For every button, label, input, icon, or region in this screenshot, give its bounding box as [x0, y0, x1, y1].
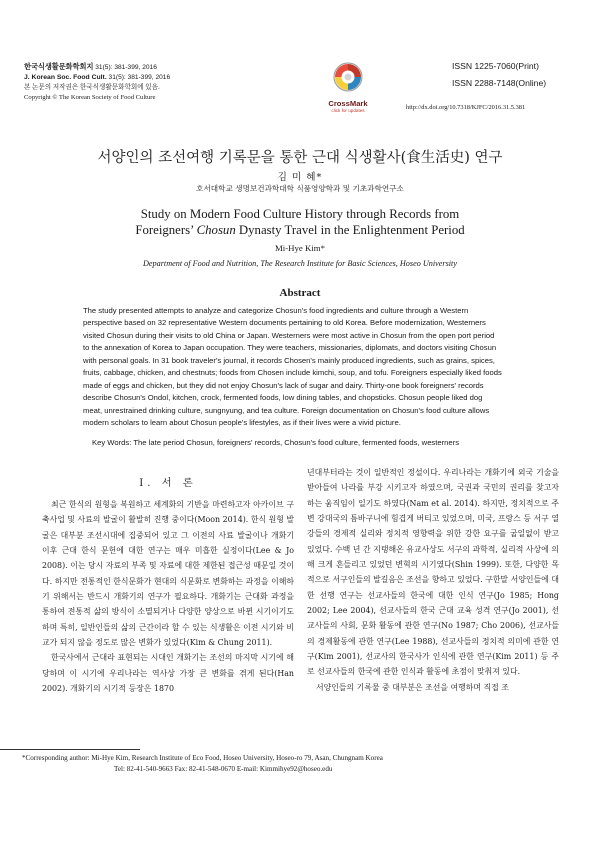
abstract-line: describe Chosun's Ondol, kitchen, crock, fermented foods, low dining tables, and chopsticks. Chosun people liked dog — [83, 393, 483, 403]
abstract-line: made of eggs and chicken, but they did not enjoy Chosun's lack of sugar and dairy. Thirty-one book foreigners' records — [83, 380, 484, 390]
abstract-line: with personal goals. In 31 book traveler's journal, it records Chosen's mainly produced ingredients, such as grains, spices, — [83, 355, 495, 365]
corresponding-author-footnote — [22, 753, 383, 775]
english-title — [0, 207, 600, 238]
abstract-line: meat, unrestrained drinking culture, sungnyung, and tea culture. Foreign documentation on Chosun's food culture allows — [83, 405, 490, 415]
journal-en-cite: 31(5): 381-399, 2016 — [106, 74, 171, 81]
english-author: Mi-Hye Kim* — [274, 243, 326, 253]
body-column-right — [307, 465, 559, 695]
issn-print: ISSN 1225-7060(Print) — [452, 61, 539, 71]
journal-header — [24, 62, 170, 103]
body-paragraph: 최근 한식의 원형을 복원하고 세계화의 기반을 마련하고자 아카이브 구축사업 및 사료의 발굴이 활발히 진행 중이다(Moon 2014). 한식 원형 발굴은 대부분 조선시대에 집중되어 있고 그 이전의 사료 발굴이나 개화기 이후 근대 한식 문헌에 대한 연구는 매우 미흡한 실정이다(Lee & Jo 2008). 이는 당시 자료의 부족 및 자료에 대한 제한된 접근성 때문일 것이다. 하지만 전통적인 한식문화가 현대의 식문화로 변화하는 과정을 이해하기 위해서는 반드시 개화기의 연구가 필요하다. 개화기는 근대화 과정을 통하여 전통적 삶의 방식이 소멸되거나 다양한 양상으로 바뀐 시기이기도 하며 특히, 일반인들의 삶의 근간이라 할 수 있는 식생활은 이전 시기와 비교가 되지 않을 정도로 많은 변화가 있었다(Kim & Chung 2011). — [42, 500, 294, 648]
copyright-line: Copyright © The Korean Society of Food Culture — [24, 94, 156, 101]
abstract-line: The study presented attempts to analyze and categorize Chosun's food ingredients and culture through a Western — [83, 306, 469, 315]
keywords-list: The late period Chosun, foreigners' records, Chosun's food culture, fermented foods, westerners — [131, 438, 460, 447]
body-paragraph: 한국사에서 근대라 표현되는 시대인 개화기는 조선의 마지막 시기에 해당하며 이 시기에 우리나라는 역사상 가장 큰 변화를 겪게 된다(Han 2002). 개화기의 시기적 등장은 1870 — [42, 653, 294, 694]
english-title-line2 — [0, 223, 600, 239]
abstract-line: fruits, cabbage, chicken, and chestnuts; foods from Chosen include kimchi, soup, and tofu. Foreigners especially liked foods — [83, 368, 502, 378]
body-paragraph: 년대부터라는 것이 일반적인 정설이다. 우리나라는 개화기에 외국 기술을 받아들여 나라를 부강 시키고자 하였으며, 국권과 국민의 권리를 찾고자 하는 움직임이 일기도 하였다(Nam et al. 2014). 하지만, 정치적으로 주변 강대국의 틈바구니에 힘겹게 버티고 있었으며, 미국, 프랑스 등 서구 열강들의 경제적 실리와 정치적 영향력을 위한 강한 요구를 굽일없이 받고 있었다. 수백 년 간 지탱해온 유교사상도 서구의 과학적, 실리적 사상에 의해 크게 흔들리고 있었던 변혁의 시기였다(Shin 1999). 또한, 다양한 목적으로 서구인들의 발길음은 조선을 향하고 있었다. 구한말 서양인들에 대한 선행 연구는 선교사들의 한국에 대한 인식 연구(Jo 1985; Hong 2002; Lee 2004), 선교사들의 한국 근대 교육 성격 연구(Jo 2001), 선교사들의 사회, 문화 활동에 관한 연구(No 1987; Cho 2006), 선교사들의 경제활동에 관한 연구(Lee 1988), 선교사들의 정치적 의미에 관한 연구(Kim 2001), 선교사의 한국사가 인식에 관한 연구(Kim 2011) 등 주로 선교사들의 한국에 관한 인식과 활동에 초점이 맞춰져 있다. — [307, 468, 559, 677]
footnote-divider — [0, 749, 140, 750]
abstract-line: perspective based on 32 representative Western documents pertaining to old Korea. Before modernization, Westerners — [83, 318, 486, 328]
english-title-suffix: Dynasty Travel in the Enlightenment Period — [235, 222, 465, 237]
english-title-prefix: Foreigners’ — [135, 222, 197, 237]
crossmark-sub: click for updates — [331, 108, 365, 113]
journal-name-en: J. Korean Soc. Food Cult. — [24, 74, 107, 81]
abstract-heading: Abstract — [279, 287, 321, 299]
crossmark-label: CrossMark — [328, 99, 368, 108]
abstract-line: to the annexation of Korea to Japan occupation. They were teachers, missionaries, diplomats, and doctors visiting Chosun — [83, 343, 497, 353]
doi-link[interactable]: http://dx.doi.org/10.7318/KJFC/2016.31.5.381 — [406, 104, 526, 111]
body-paragraph: 서양인들의 기록물 중 대부분은 조선을 여행하며 직접 조 — [316, 682, 509, 692]
abstract-line: modern scholars to learn about Chosun people's lifestyles, as if their lives were a vivid picture. — [83, 418, 401, 428]
footnote-contact: Tel: 82-41-540-9663 Fax: 82-41-548-0670 E-mail: Kimmihye92@hoseo.edu — [114, 765, 333, 773]
keywords — [92, 437, 532, 449]
english-title-line1: Study on Modern Food Culture History through Records from — [140, 207, 460, 221]
english-affiliation: Department of Food and Nutrition, The Research Institute for Basic Sciences, Hoseo University — [143, 259, 457, 268]
crossmark-badge[interactable] — [326, 62, 370, 113]
crossmark-icon — [333, 62, 363, 92]
korean-author: 김 미 혜* — [277, 172, 323, 183]
body-column-left — [42, 497, 294, 696]
korean-affiliation: 호서대학교 생명보건과학대학 식품영양학과 및 기초과학연구소 — [196, 184, 404, 193]
korean-title: 서양인의 조선여행 기록문을 통한 근대 식생활사(食生活史) 연구 — [97, 150, 503, 166]
journal-cite: 31(5): 381-399, 2016 — [93, 64, 157, 71]
journal-name: 한국식생활문화학회지 — [24, 62, 94, 71]
copyright-notice: 본 논문의 저작권은 한국식생활문화학회에 있음. — [24, 84, 160, 91]
issn-online: ISSN 2288-7148(Online) — [452, 78, 547, 88]
section-heading: I. 서 론 — [139, 478, 197, 489]
footnote-line: *Corresponding author: Mi-Hye Kim, Research Institute of Eco Food, Hoseo University, Hoseo-ro 79, Asan, Chungnam Korea — [22, 754, 383, 762]
abstract-line: visited Chosun during their visits to old China or Japan. Westerners were most active in Chosun from the open port period — [83, 330, 495, 340]
english-title-emphasis: Chosun — [196, 222, 236, 237]
keywords-label: Key Words: — [92, 438, 132, 447]
abstract-body — [83, 305, 520, 430]
